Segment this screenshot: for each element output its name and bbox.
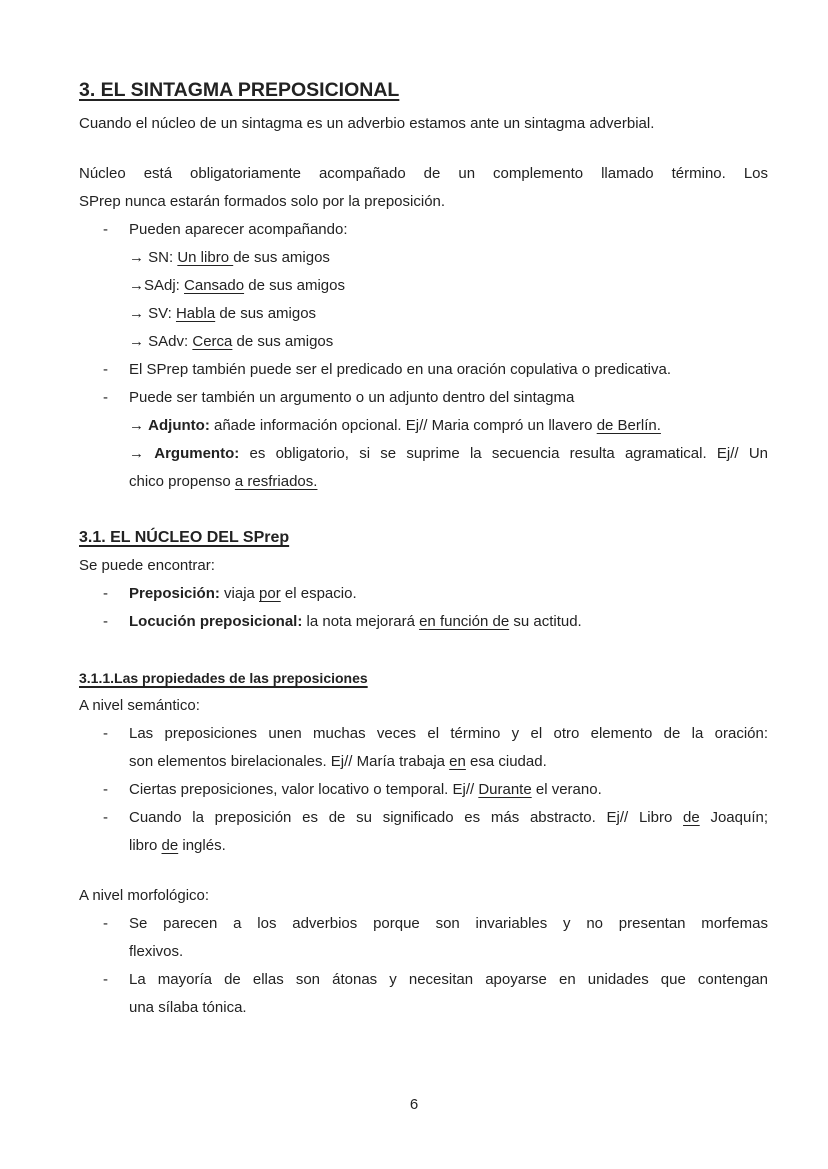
paragraph-line <box>79 882 768 910</box>
list-item <box>79 580 768 608</box>
text: La mayoría de ellas son átonas y necesitan apoyarse en unidades que contengan <box>129 971 768 988</box>
text: viaja <box>219 585 260 602</box>
text: Cuando el núcleo de un sintagma es un adverbio estamos ante un sintagma adverbial. <box>79 115 655 132</box>
bullet-dash: - <box>103 809 108 826</box>
text: → SAdv: <box>129 333 193 350</box>
underlined-text: de Berlín. <box>596 417 661 434</box>
text: → <box>129 445 155 462</box>
text: inglés. <box>178 837 226 854</box>
text: → SN: <box>129 249 178 266</box>
text: SPrep nunca estarán formados solo por la preposición. <box>79 193 446 210</box>
bullet-dash: - <box>103 389 108 406</box>
text: El SPrep también puede ser el predicado en una oración copulativa o predicativa. <box>129 361 672 378</box>
text: una sílaba tónica. <box>129 999 247 1016</box>
bullet-dash: - <box>103 585 108 602</box>
paragraph-line <box>79 110 768 138</box>
text: añade información opcional. Ej// Maria compró un llavero <box>209 417 597 434</box>
bold-text: Preposición: <box>129 585 220 602</box>
underlined-text: 3. EL SINTAGMA PREPOSICIONAL <box>79 79 400 101</box>
sub-item <box>79 300 768 328</box>
text: A nivel semántico: <box>79 697 200 714</box>
underlined-text: Cansado <box>184 277 245 294</box>
list-item <box>79 776 768 804</box>
text: → <box>129 417 149 434</box>
bullet-dash: - <box>103 725 108 742</box>
document-body <box>79 76 768 1022</box>
paragraph-line <box>79 552 768 580</box>
continuation-line <box>79 994 768 1022</box>
bullet-dash: - <box>103 613 108 630</box>
text: Núcleo está obligatoriamente acompañado de un complemento llamado término. Los <box>79 165 768 182</box>
text: chico propenso <box>129 473 235 490</box>
text: de sus amigos <box>215 305 317 322</box>
text: Las preposiciones unen muchas veces el término y el otro elemento de la oración: <box>129 725 768 742</box>
list-item <box>79 966 768 994</box>
bullet-dash: - <box>103 361 108 378</box>
underlined-text: 3.1. EL NÚCLEO DEL SPrep <box>79 529 290 546</box>
text: el verano. <box>531 781 602 798</box>
continuation-line <box>79 748 768 776</box>
list-item <box>79 720 768 748</box>
underlined-text: Un libro <box>177 249 234 266</box>
continuation-line <box>79 832 768 860</box>
page-number: 6 <box>409 1096 419 1113</box>
text: son elementos birelacionales. Ej// María trabaja <box>129 753 450 770</box>
text: flexivos. <box>129 943 184 960</box>
subsection-heading <box>79 524 768 552</box>
text: de sus amigos <box>232 333 334 350</box>
continuation-line <box>79 468 768 496</box>
paragraph-line <box>79 692 768 720</box>
underlined-text: Cerca <box>192 333 233 350</box>
sub-item <box>79 244 768 272</box>
text: → SV: <box>129 305 176 322</box>
bullet-dash: - <box>103 221 108 238</box>
list-item <box>79 608 768 636</box>
sub-item <box>79 440 768 468</box>
sub-item <box>79 272 768 300</box>
paragraph-line <box>79 188 768 216</box>
list-item <box>79 216 768 244</box>
section-heading <box>79 76 768 104</box>
text: →SAdj: <box>129 277 185 294</box>
bold-text: Adjunto: <box>148 417 210 434</box>
text: Ciertas preposiciones, valor locativo o temporal. Ej// <box>129 781 479 798</box>
text: A nivel morfológico: <box>79 887 210 904</box>
text: la nota mejorará <box>302 613 420 630</box>
subsubsection-heading <box>79 664 768 692</box>
paragraph-line <box>79 160 768 188</box>
bullet-dash: - <box>103 915 108 932</box>
list-item <box>79 356 768 384</box>
bold-text: Locución preposicional: <box>129 613 303 630</box>
text: de sus amigos <box>233 249 330 266</box>
sub-item <box>79 328 768 356</box>
text: de sus amigos <box>244 277 345 294</box>
list-item <box>79 384 768 412</box>
text: Puede ser también un argumento o un adjunto dentro del sintagma <box>129 389 575 406</box>
text: su actitud. <box>509 613 582 630</box>
text: Cuando la preposición es de su significado es más abstracto. Ej// Libro <box>129 809 684 826</box>
sub-item <box>79 412 768 440</box>
underlined-text: de <box>161 837 179 854</box>
text: el espacio. <box>280 585 357 602</box>
continuation-line <box>79 938 768 966</box>
underlined-text: a resfriados. <box>234 473 318 490</box>
text: es obligatorio, si se suprime la secuencia resulta agramatical. Ej// Un <box>239 445 768 462</box>
underlined-text: Durante <box>478 781 532 798</box>
underlined-text: de <box>683 809 700 826</box>
underlined-text: 3.1.1.Las propiedades de las preposiciones <box>79 670 368 686</box>
text: Pueden aparecer acompañando: <box>129 221 348 238</box>
bullet-dash: - <box>103 971 108 988</box>
bold-text: Argumento: <box>154 445 240 462</box>
text: Se parecen a los adverbios porque son invariables y no presentan morfemas <box>129 915 768 932</box>
text: Joaquín; <box>699 809 768 826</box>
list-item <box>79 910 768 938</box>
underlined-text: por <box>259 585 281 602</box>
list-item <box>79 804 768 832</box>
text: libro <box>129 837 162 854</box>
underlined-text: en función de <box>419 613 510 630</box>
underlined-text: en <box>449 753 466 770</box>
bullet-dash: - <box>103 781 108 798</box>
underlined-text: Habla <box>175 305 216 322</box>
text: Se puede encontrar: <box>79 557 215 574</box>
text: esa ciudad. <box>465 753 547 770</box>
